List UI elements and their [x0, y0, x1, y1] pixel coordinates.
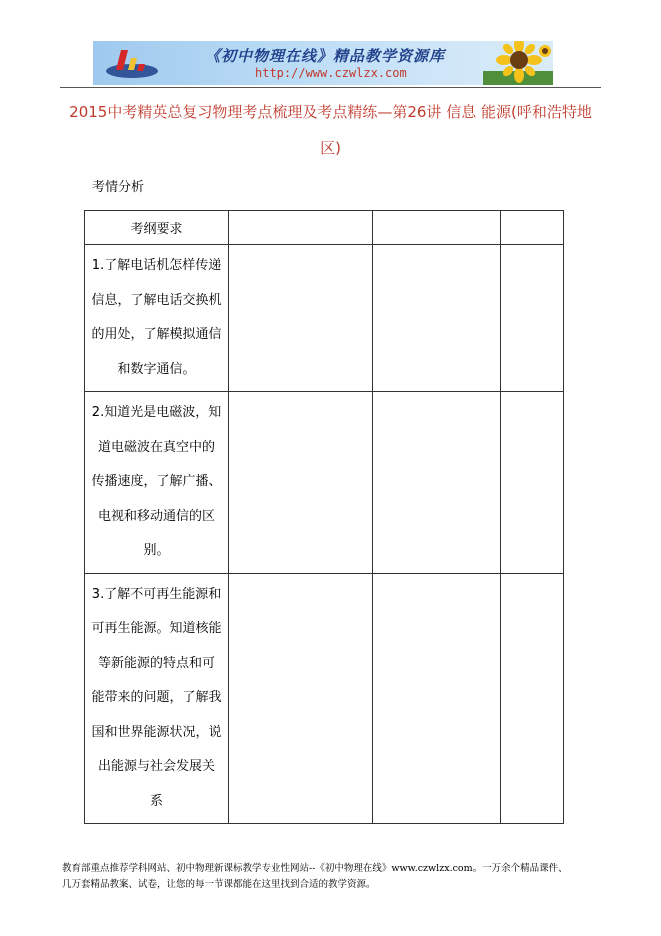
requirement-line: 出能源与社会发展关: [97, 759, 215, 774]
requirement-line: 等新能源的特点和可: [97, 655, 215, 671]
table-header-cell: [501, 211, 564, 245]
table-row: [85, 392, 564, 574]
section-heading: 考情分析: [92, 180, 145, 195]
footer-note: [62, 861, 602, 893]
requirement-line: 可再生能源。知道核能: [91, 621, 222, 636]
requirement-cell: [85, 573, 229, 824]
table-header-cell: [373, 211, 501, 245]
table-header-row: [85, 211, 564, 245]
requirement-cell: [85, 245, 229, 392]
empty-cell: [501, 573, 564, 824]
requirement-line: 能带来的问题，了解我: [91, 690, 222, 705]
requirement-line: 和数字通信。: [117, 361, 196, 377]
header-divider: [60, 87, 601, 88]
requirement-line: 道电磁波在真空中的: [97, 439, 215, 455]
empty-cell: [501, 392, 564, 574]
empty-cell: [229, 573, 373, 824]
requirement-line: 2.知道光是电磁波，知: [91, 405, 222, 420]
table-header-cell: 考纲要求: [85, 211, 229, 245]
footer-line: 教育部重点推荐学科网站、初中物理新课标教学专业性网站--《初中物理在线》www.czwlzx.com。一万余个精品课件、: [62, 863, 568, 874]
requirement-cell: [85, 392, 229, 574]
table-header-cell: [229, 211, 373, 245]
requirement-line: 电视和移动通信的区: [97, 508, 215, 524]
requirement-line: 3.了解不可再生能源和: [91, 586, 222, 602]
requirement-line: 别。: [143, 543, 170, 558]
page-title: 2015中考精英总复习物理考点梳理及考点精练—第26讲 信息 能源(呼和浩特地区): [69, 103, 592, 157]
empty-cell: [373, 392, 501, 574]
site-logo: [101, 44, 163, 82]
sunflower-image: [483, 41, 553, 85]
banner-title: 《初中物理在线》精品教学资源库: [205, 47, 446, 65]
banner-url: http://www.czwlzx.com: [255, 66, 407, 80]
empty-cell: [229, 245, 373, 392]
table-row: [85, 573, 564, 824]
requirement-line: 信息，了解电话交换机: [91, 292, 222, 308]
empty-cell: [501, 245, 564, 392]
requirement-line: 1.了解电话机怎样传递: [91, 258, 222, 273]
requirement-line: 传播速度，了解广播、: [91, 474, 222, 489]
header-banner: [93, 41, 553, 85]
empty-cell: [373, 245, 501, 392]
requirement-line: 系: [149, 793, 163, 809]
table-row: [85, 245, 564, 392]
exam-outline-table: [84, 210, 564, 824]
footer-line: 几万套精品教案、试卷，让您的每一节课都能在这里找到合适的教学资源。: [62, 879, 376, 890]
requirement-line: 的用处，了解模拟通信: [91, 327, 222, 342]
requirement-line: 国和世界能源状况，说: [91, 724, 222, 740]
empty-cell: [373, 573, 501, 824]
empty-cell: [229, 392, 373, 574]
